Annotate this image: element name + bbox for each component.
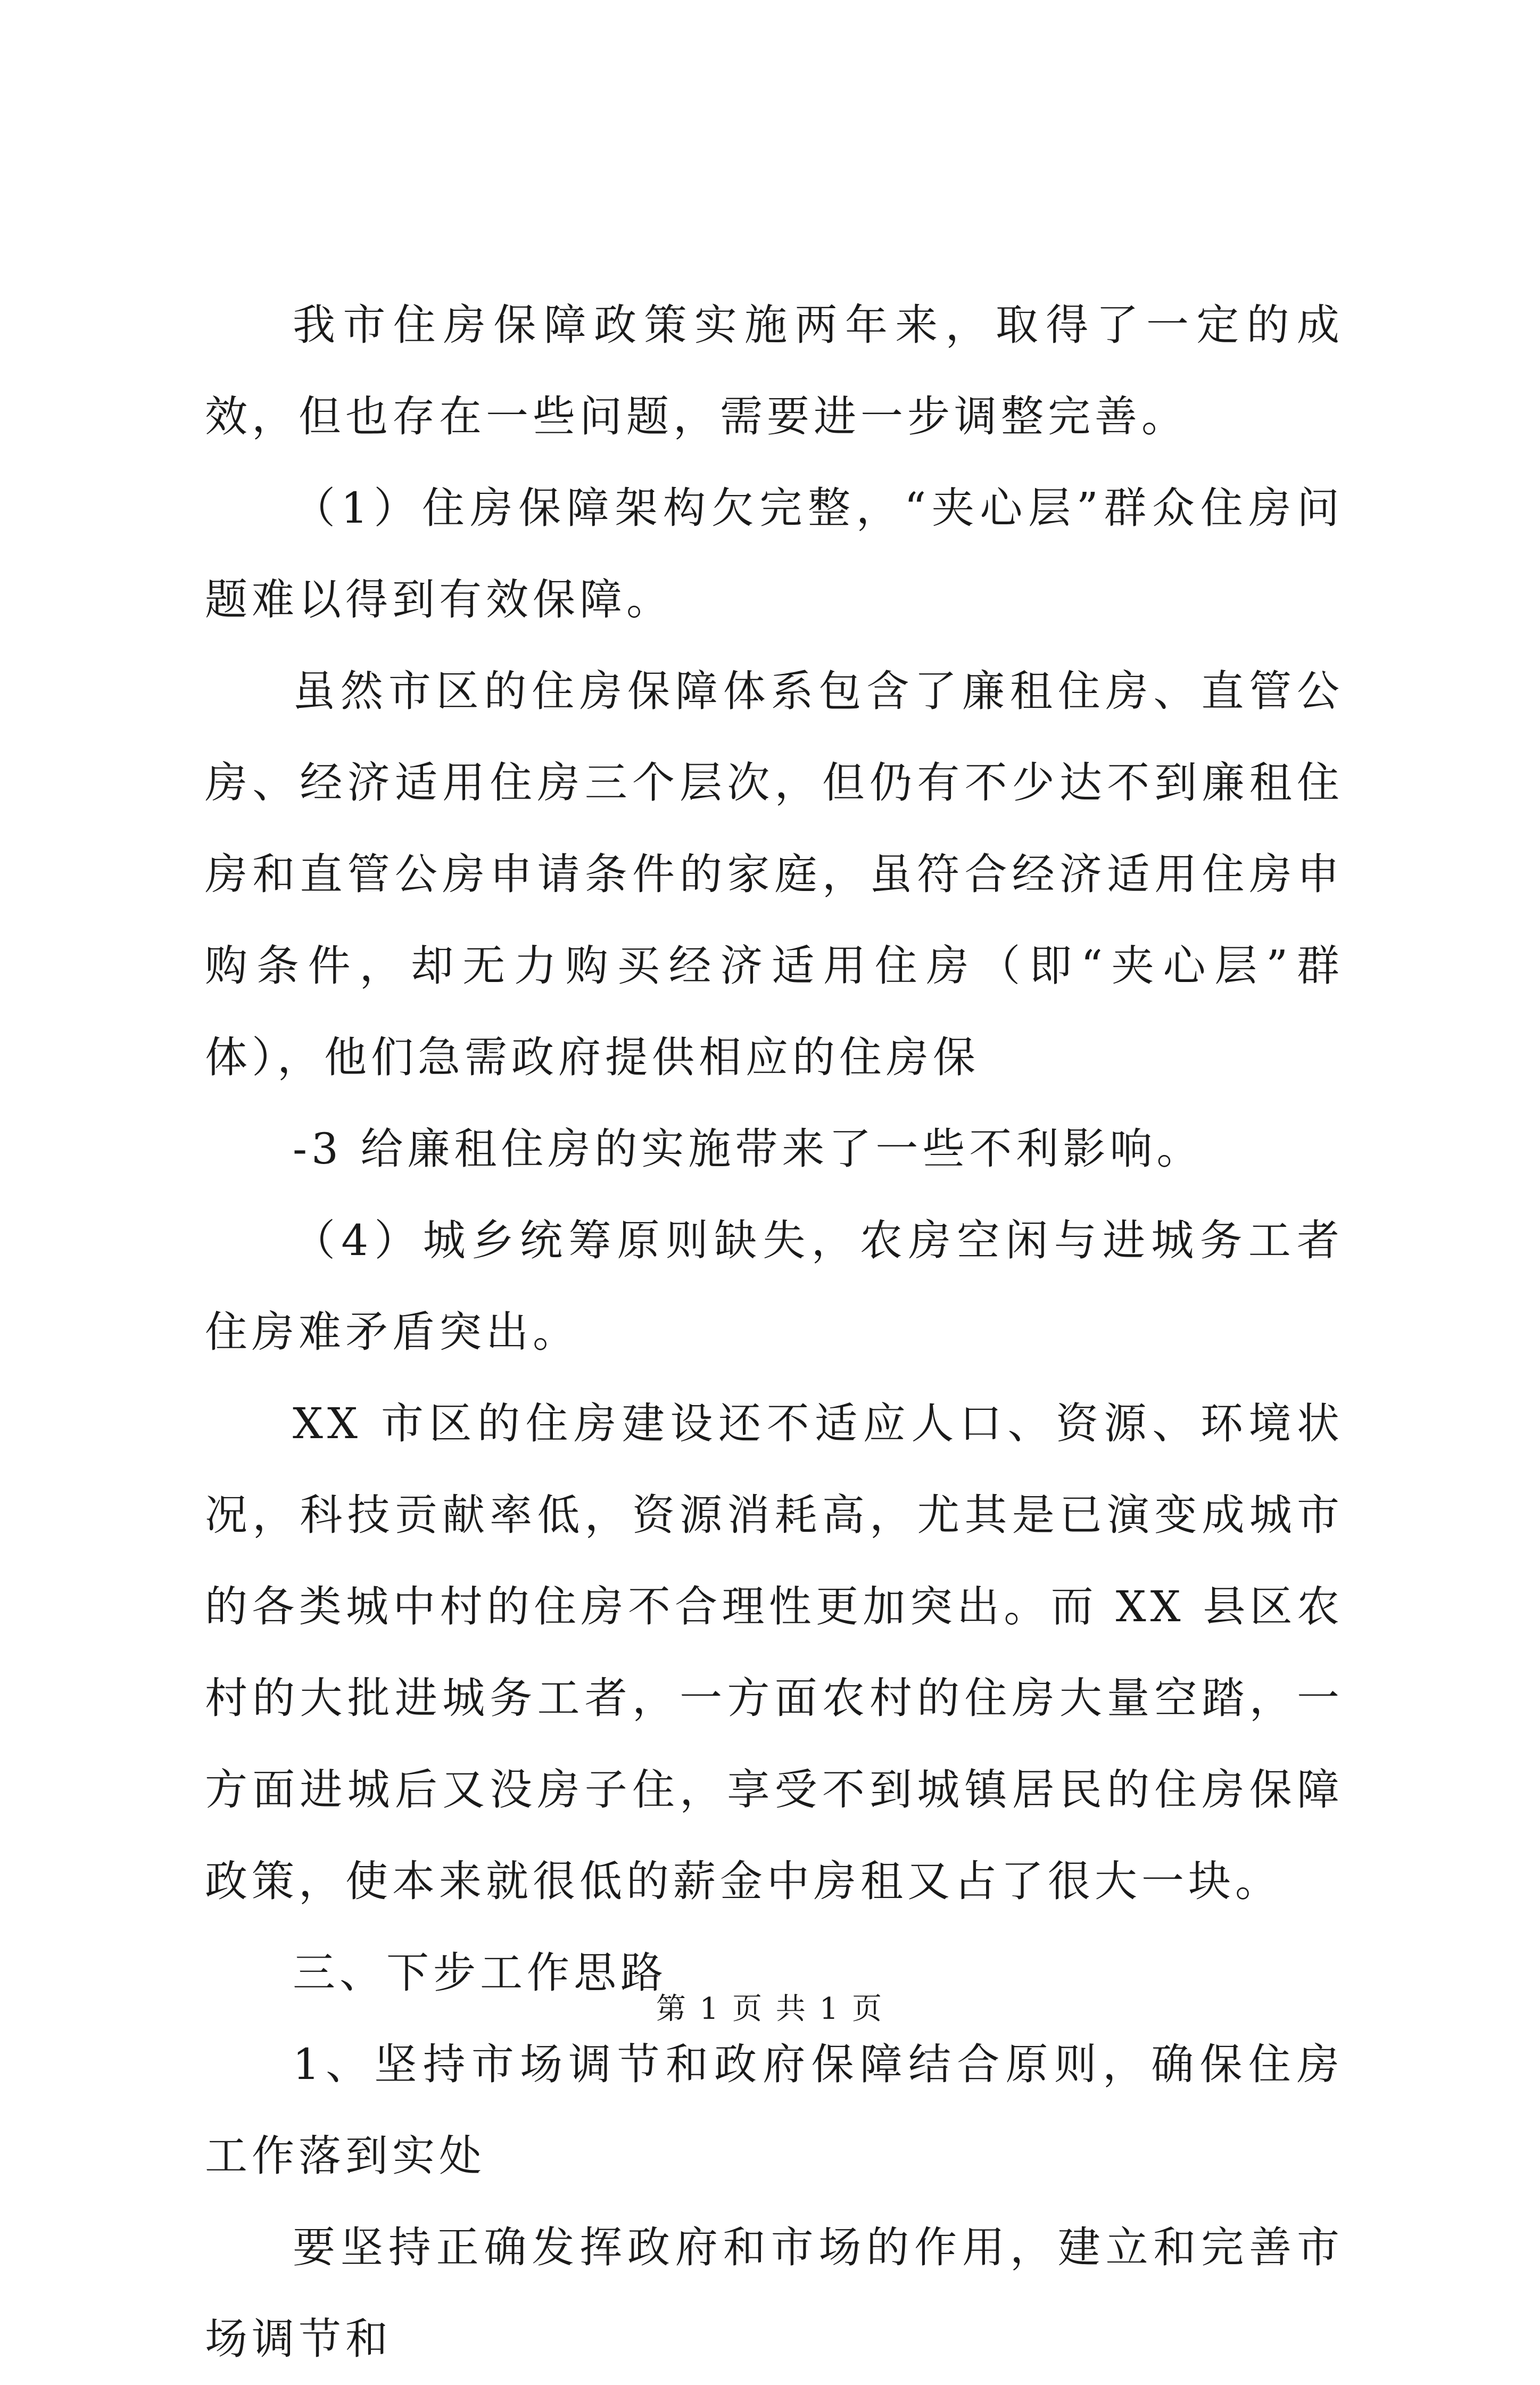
paragraph-item-4-body: XX 市区的住房建设还不适应人口、资源、环境状况，科技贡献率低，资源消耗高，尤其是已演变成城市的各类城中村的住房不合理性更加突出。而 XX 县区农村的大批进城务工者，一方面农村的住房大量空踏，一方面进城后又没房子住，享受不到城镇居民的住房保障政策，使本来就很低的薪金中房租又占了很大一块。 (205, 1399, 1344, 1906)
document-body (205, 279, 1344, 2385)
page-footer: 第 1 页 共 1 页 (656, 1992, 884, 2026)
paragraph-step-1-heading: 1、坚持市场调节和政府保障结合原则，确保住房工作落到实处 (205, 2040, 1344, 2181)
section-heading-next-steps: 三、下步工作思路 (293, 1948, 667, 1998)
paragraph-intro: 我市住房保障政策实施两年来，取得了一定的成效，但也存在一些问题，需要进一步调整完善。 (205, 300, 1344, 441)
paragraph-item-1-body: 虽然市区的住房保障体系包含了廉租住房、直管公房、经济适用住房三个层次，但仍有不少达不到廉租住房和直管公房申请条件的家庭，虽符合经济适用住房申购条件，却无力购买经济适用住房（即“夹心层”群体），他们急需政府提供相应的住房保 (205, 666, 1344, 1082)
paragraph-fragment: -3 给廉租住房的实施带来了一些不利影响。 (293, 1124, 1204, 1174)
paragraph-item-4-heading: （4）城乡统筹原则缺失，农房空闲与进城务工者住房难矛盾突出。 (205, 1216, 1344, 1357)
paragraph-step-1-body: 要坚持正确发挥政府和市场的作用，建立和完善市场调节和 (205, 2223, 1344, 2364)
paragraph-item-1-heading: （1）住房保障架构欠完整，“夹心层”群众住房问题难以得到有效保障。 (205, 483, 1344, 624)
